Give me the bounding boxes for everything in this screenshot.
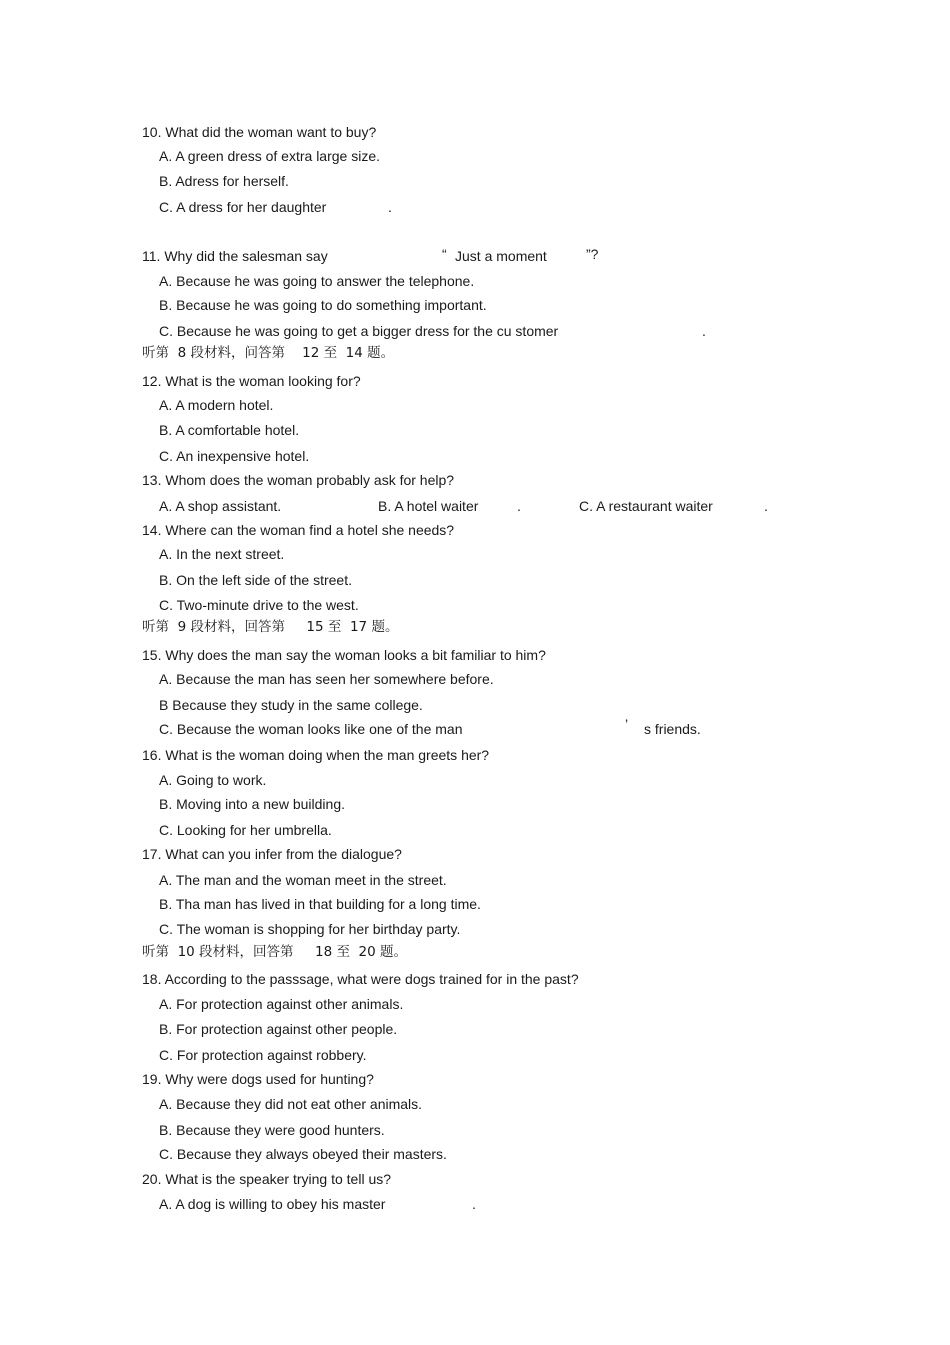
question-13-stem: 13. Whom does the woman probably ask for help? <box>142 472 455 488</box>
question-13-option-a: A. A shop assistant. <box>159 498 282 514</box>
question-13-option-b-period: . <box>517 498 521 514</box>
question-20-option-a: A. A dog is willing to obey his master <box>159 1196 386 1212</box>
question-15-option-c-end: s friends. <box>644 721 701 737</box>
question-17-option-a: A. The man and the woman meet in the street. <box>159 872 447 888</box>
question-10-option-a: A. A green dress of extra large size. <box>159 148 381 164</box>
question-16-stem: 16. What is the woman doing when the man greets her? <box>142 747 490 763</box>
question-16-option-c: C. Looking for her umbrella. <box>159 822 332 838</box>
question-11-option-b: B. Because he was going to do something important. <box>159 297 487 313</box>
question-18-stem: 18. According to the passsage, what were dogs trained for in the past? <box>142 971 579 987</box>
question-18-option-a: A. For protection against other animals. <box>159 996 404 1012</box>
question-11-stem: 11. Why did the salesman say <box>142 248 328 264</box>
question-17-option-c: C. The woman is shopping for her birthday party. <box>159 921 461 937</box>
question-14-option-b: B. On the left side of the street. <box>159 572 352 588</box>
question-17-stem: 17. What can you infer from the dialogue? <box>142 846 402 862</box>
question-11-quote-text: Just a moment <box>455 248 547 264</box>
question-10-option-b: B. Adress for herself. <box>159 173 289 189</box>
question-11-option-c-period: . <box>702 323 706 339</box>
question-15-option-c-apostrophe: ’ <box>625 716 629 732</box>
question-14-option-a: A. In the next street. <box>159 546 285 562</box>
question-10-option-c: C. A dress for her daughter <box>159 199 327 215</box>
question-12-option-a: A. A modern hotel. <box>159 397 274 413</box>
section-9-heading: 听第 9 段材料，回答第 15 至 17 题。 <box>142 619 399 635</box>
question-16-option-b: B. Moving into a new building. <box>159 796 345 812</box>
question-11-option-c: C. Because he was going to get a bigger dress for the cu stomer <box>159 323 559 339</box>
question-14-option-c: C. Two-minute drive to the west. <box>159 597 359 613</box>
question-19-stem: 19. Why were dogs used for hunting? <box>142 1071 374 1087</box>
question-15-option-b: B Because they study in the same college. <box>159 697 423 713</box>
question-17-option-b: B. Tha man has lived in that building for a long time. <box>159 896 481 912</box>
question-16-option-a: A. Going to work. <box>159 772 267 788</box>
question-10-option-c-period: . <box>388 199 392 215</box>
question-12-option-c: C. An inexpensive hotel. <box>159 448 310 464</box>
question-13-option-c: C. A restaurant waiter <box>579 498 713 514</box>
question-11-option-a: A. Because he was going to answer the telephone. <box>159 273 475 289</box>
question-14-stem: 14. Where can the woman find a hotel she needs? <box>142 522 455 538</box>
question-12-stem: 12. What is the woman looking for? <box>142 373 361 389</box>
question-13-option-b: B. A hotel waiter <box>378 498 479 514</box>
question-15-option-a: A. Because the man has seen her somewhere before. <box>159 671 494 687</box>
section-8-heading: 听第 8 段材料，问答第 12 至 14 题。 <box>142 345 395 361</box>
question-15-stem: 15. Why does the man say the woman looks a bit familiar to him? <box>142 647 546 663</box>
question-19-option-a: A. Because they did not eat other animals. <box>159 1096 423 1112</box>
question-11-quote-open: “ <box>442 246 447 262</box>
question-11-quote-close: ”? <box>586 246 599 262</box>
question-18-option-b: B. For protection against other people. <box>159 1021 398 1037</box>
question-10-stem: 10. What did the woman want to buy? <box>142 124 377 140</box>
question-15-option-c: C. Because the woman looks like one of the man <box>159 721 463 737</box>
question-19-option-c: C. Because they always obeyed their masters. <box>159 1146 447 1162</box>
question-19-option-b: B. Because they were good hunters. <box>159 1122 385 1138</box>
question-20-option-a-period: . <box>472 1196 476 1212</box>
section-10-heading: 听第 10 段材料，回答第 18 至 20 题。 <box>142 944 408 960</box>
question-18-option-c: C. For protection against robbery. <box>159 1047 367 1063</box>
question-13-option-c-period: . <box>764 498 768 514</box>
question-20-stem: 20. What is the speaker trying to tell us? <box>142 1171 392 1187</box>
question-12-option-b: B. A comfortable hotel. <box>159 422 300 438</box>
